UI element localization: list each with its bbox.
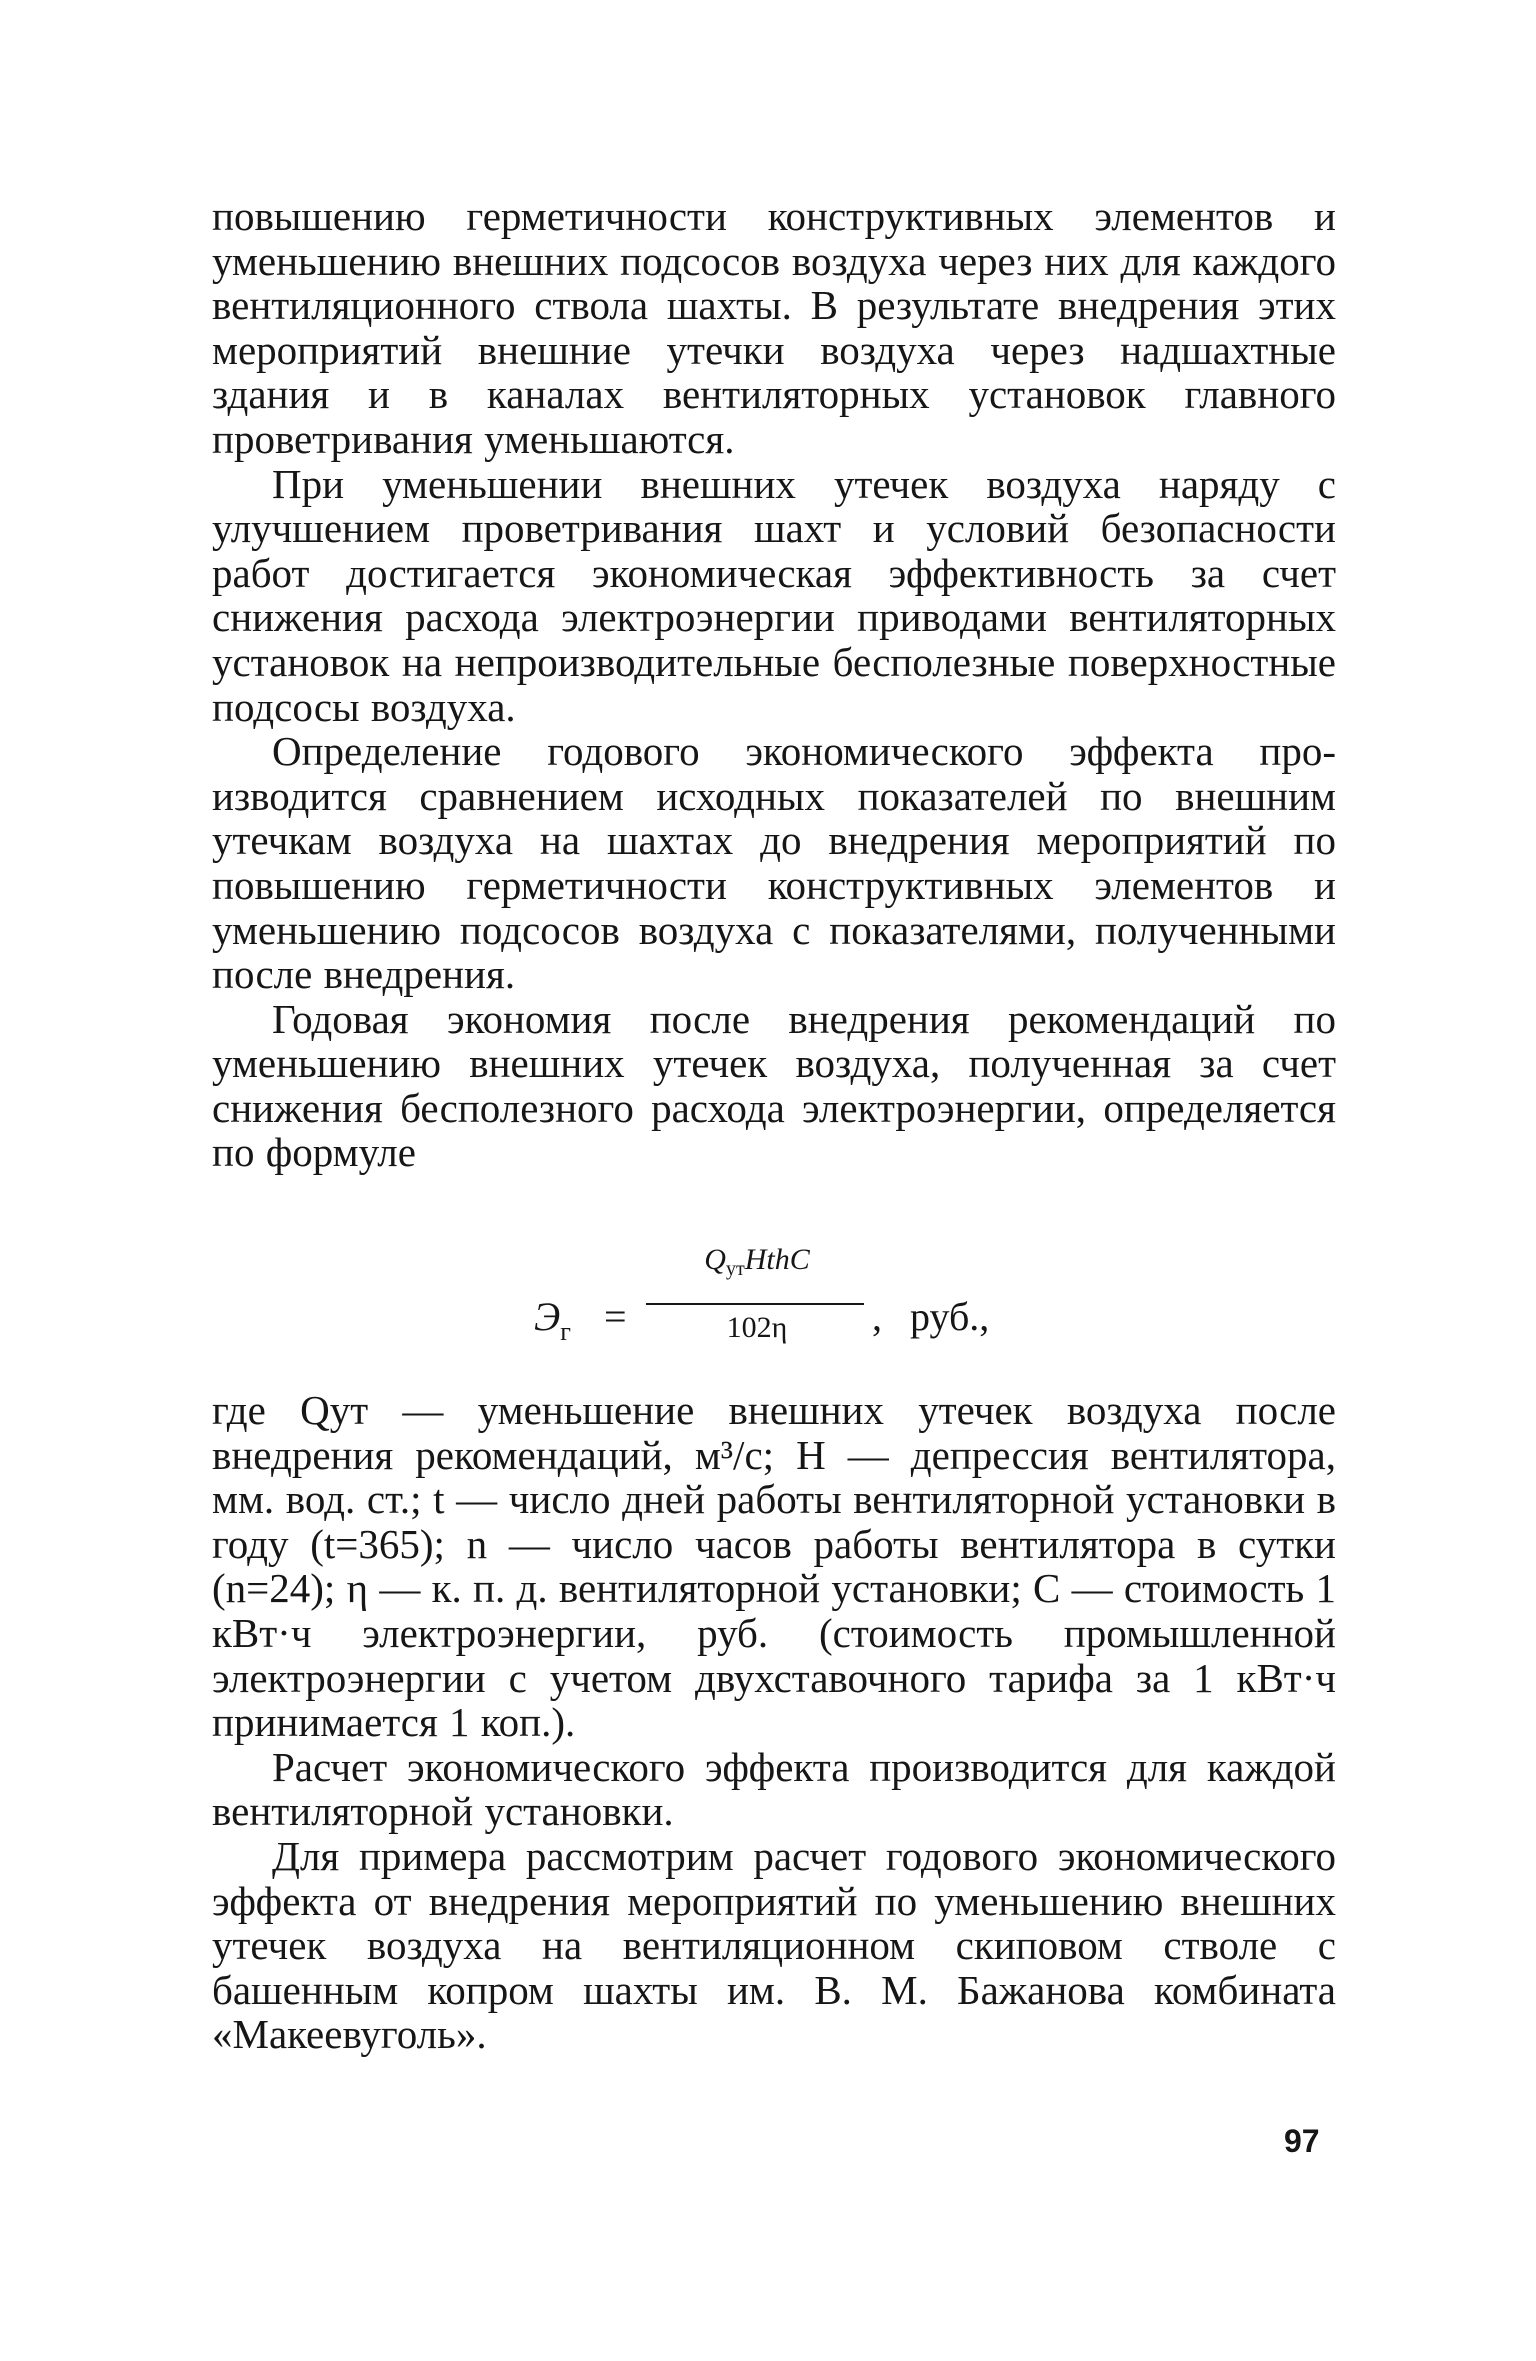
paragraph-4: Годовая экономия после внедрения рекомендаций по уменьшению внешних утечек воздуха, полученная за счет снижения бесполезного расхода электроэнергии, определяется по формуле bbox=[212, 995, 1336, 1176]
fraction-bar bbox=[646, 1303, 864, 1305]
paragraph-2: При уменьшении внешних утечек воздуха наряду с улучшением проветривания шахт и условий безопасности работ достигается экономическая эффективность за счет снижения расхода электроэнергии приводами вентиляторных установок на непроизводительные бесполезные поверхностные подсосы воздуха. bbox=[212, 460, 1336, 730]
paragraph-group-1 bbox=[212, 194, 1336, 1175]
formula-numerator: $Q_{ут}HthC$ bbox=[704, 1243, 810, 1280]
economy-formula bbox=[534, 1243, 1054, 1363]
page-number: 97 bbox=[1284, 2123, 1320, 2159]
formula-unit: руб., bbox=[910, 1294, 990, 1339]
formula-denominator: 102η bbox=[726, 1311, 788, 1344]
paragraph-5: где Qут — уменьшение внешних утечек воздуха после внедрения рекомендаций, м³/с; H — депрессия вентилятора, мм. вод. ст.; t — число дней работы вентиляторной установки в году (t=365); n — число часов работы вентилятора в сутки (n=24); η — к. п. д. вентиляторной установки; C — стоимость 1 кВт·ч электроэнергии, руб. (стоимость промышленной электроэнергии с учетом двухставочного тарифа за 1 кВт·ч принимается 1 коп.). bbox=[212, 1387, 1336, 1746]
paragraph-7: Для примера рассмотрим расчет годового экономического эффекта от внедрения мероприятий по уменьшению внешних утечек воздуха на вентиляционном скиповом стволе с башенным копром шахты им. В. М. Бажанова комбината «Макеевуголь». bbox=[212, 1832, 1336, 2058]
paragraph-6: Расчет экономического эффекта производится для каждой вентиляторной установки. bbox=[212, 1743, 1336, 1835]
paragraph-group-2 bbox=[212, 1388, 1336, 2057]
formula-lhs: $Э_г$ bbox=[534, 1294, 571, 1346]
formula-equals: = bbox=[604, 1294, 627, 1339]
formula-comma: , bbox=[872, 1294, 882, 1339]
paragraph-1: повышению герметичности конструктивных элементов и уменьшению внешних подсосов воздуха через них для каждого вентиляционного ствола шахты. В результате внедрения этих мероприятий внешние утечки воздуха через надшахтные здания и в каналах вентиляторных установок главного проветривания уменьшаются. bbox=[212, 193, 1336, 462]
paragraph-3: Определение годового экономического эффекта производится сравнением исходных показателей по внешним утечкам воздуха на шахтах до внедрения мероприятий по повышению герметичности конструктивных элементов и уменьшению подсосов воздуха с показателями, полученными после внедрения. bbox=[212, 728, 1336, 998]
